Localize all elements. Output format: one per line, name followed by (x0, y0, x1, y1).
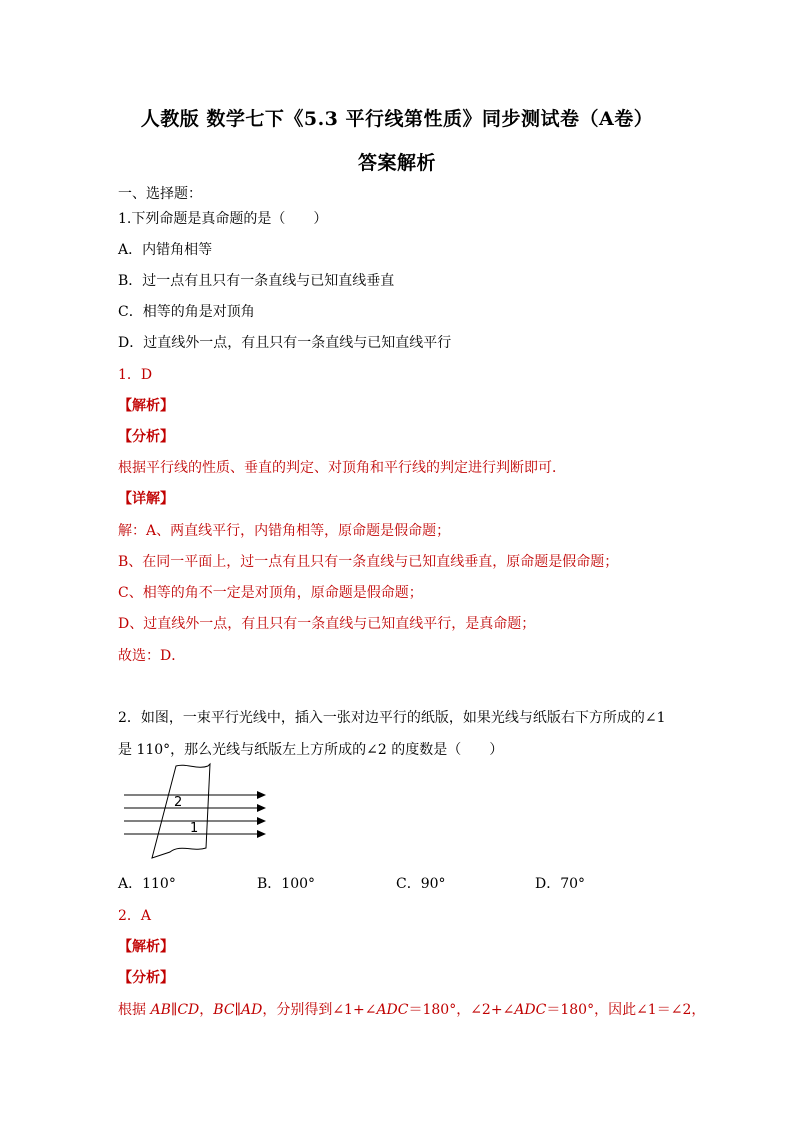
q1-analysis: 根据平行线的性质、垂直的判定、对顶角和平行线的判定进行判断即可． (118, 460, 566, 476)
q1-detail-d: D、过直线外一点，有且只有一条直线与已知直线平行，是真命题； (118, 616, 536, 632)
q2-option-b: B．100° (257, 876, 316, 892)
angle-adc-2: ADC (514, 1002, 547, 1018)
q1-answer: 1．D (118, 367, 153, 383)
analysis-sep: ， (199, 1002, 214, 1018)
q1-option-c: C．相等的角是对顶角 (118, 304, 255, 320)
q1-option-b: B．过一点有且只有一条直线与已知直线垂直 (118, 273, 395, 289)
q2-option-c: C．90° (396, 876, 446, 892)
q1-jiexi-label: 【解析】 (118, 398, 174, 414)
angle-2-label: 2 (174, 795, 183, 810)
angle-adc-1: ADC (376, 1002, 409, 1018)
section-heading: 一、选择题： (118, 186, 202, 202)
q1-option-a: A．内错角相等 (118, 242, 213, 258)
q1-xiangjie-label: 【详解】 (118, 491, 174, 507)
q2-jiexi-label: 【解析】 (118, 939, 174, 955)
document-title: 人教版 数学七下《5.3 平行线第性质》同步测试卷（A卷） (140, 108, 654, 130)
q1-conclusion: 故选：D． (118, 648, 186, 664)
q1-detail-b: B、在同一平面上，过一点有且只有一条直线与已知直线垂直，原命题是假命题； (118, 554, 619, 570)
analysis-pre: 根据 (118, 1002, 151, 1018)
q2-figure (118, 762, 278, 864)
q1-stem: 1.下列命题是真命题的是（ ） (118, 211, 328, 227)
q1-fenxi-label: 【分析】 (118, 429, 174, 445)
arrowheads (257, 791, 266, 838)
analysis-eq2: ＝180°，因此∠1＝∠2， (546, 1002, 706, 1018)
document-subtitle: 答案解析 (357, 152, 436, 174)
q1-detail-a: 解：A、两直线平行，内错角相等，原命题是假命题； (118, 523, 451, 539)
q2-stem-line2: 是 110°，那么光线与纸版左上方所成的∠2 的度数是（ ） (118, 742, 504, 758)
q2-answer: 2．A (118, 908, 152, 924)
ab-parallel-cd: AB∥CD (150, 1002, 200, 1018)
q2-fenxi-label: 【分析】 (118, 970, 174, 986)
q2-option-d: D．70° (535, 876, 586, 892)
q1-detail-c: C、相等的角不一定是对顶角，原命题是假命题； (118, 585, 423, 601)
paper-board (152, 764, 210, 858)
analysis-eq1: ＝180°，∠2+∠ (408, 1002, 515, 1018)
q2-stem-line1: 2．如图，一束平行光线中，插入一张对边平行的纸版，如果光线与纸版右下方所成的∠1 (118, 710, 666, 726)
bc-parallel-ad: BC∥AD (213, 1002, 263, 1018)
angle-1-label: 1 (190, 821, 199, 836)
q2-analysis (118, 999, 705, 1019)
q2-option-a: A．110° (118, 876, 176, 892)
q1-option-d: D．过直线外一点，有且只有一条直线与已知直线平行 (118, 335, 452, 351)
analysis-mid: ，分别得到∠1+∠ (262, 1002, 377, 1018)
